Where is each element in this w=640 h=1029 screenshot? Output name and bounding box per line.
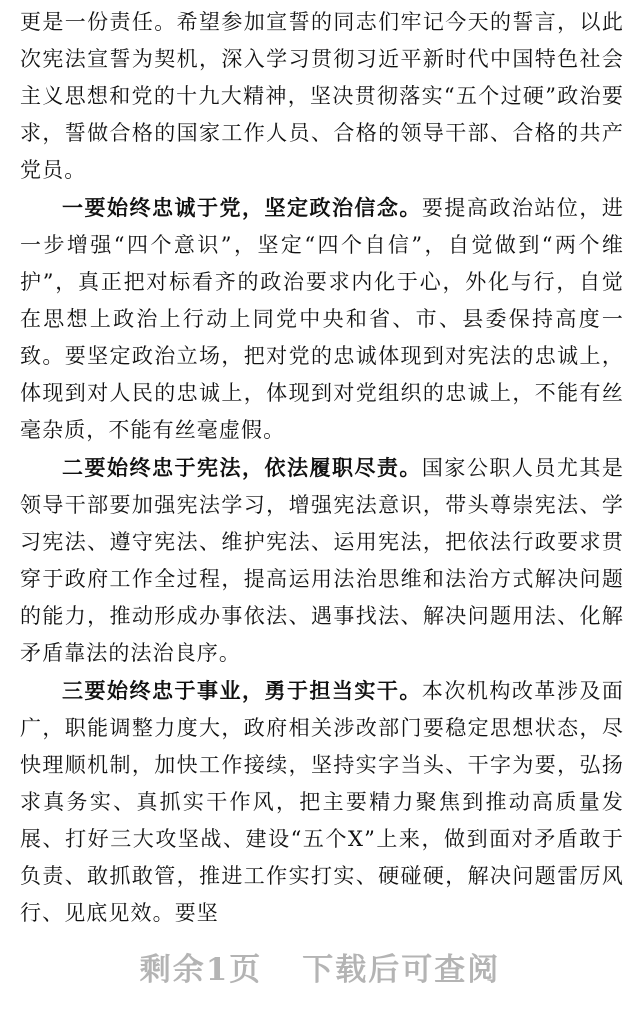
download-notice[interactable]	[0, 944, 640, 990]
section-paragraph-2	[20, 449, 624, 672]
section-heading-3: 三要始终忠于事业，勇于担当实干。	[62, 678, 422, 703]
section-body-1: 要提高政治站位，进一步增强“四个意识”，坚定“四个自信”，自觉做到“两个维护”，真正把对标看齐的政治要求内化于心，外化与行，自觉在思想上政治上行动上同党中央和省、市、县委保持高度一致。要坚定政治立场，把对党的忠诚体现到对宪法的忠诚上，体现到对人民的忠诚上，体现到对党组织的忠诚上，不能有丝毫杂质，不能有丝毫虚假。	[20, 196, 624, 442]
download-prompt-text[interactable]: 下载后可查阅	[302, 952, 501, 988]
section-body-3: 本次机构改革涉及面广，职能调整力度大，政府相关涉改部门要稳定思想状态，尽快理顺机制，加快工作接续，坚持实字当头、干字为要，弘扬求真务实、真抓实干作风，把主要精力聚焦到推动高质量发展、打好三大攻坚战、建设“五个X”上来，做到面对矛盾敢于负责、敢抓敢管，推进工作实打实、硬碰硬，解决问题雷厉风行、见底见效。要坚	[20, 679, 624, 925]
section-body-2: 国家公职人员尤其是领导干部要加强宪法学习，增强宪法意识，带头尊崇宪法、学习宪法、遵守宪法、维护宪法、运用宪法，把依法行政要求贯穿于政府工作全过程，提高运用法治思维和法治方式解决问题的能力，推动形成办事依法、遇事找法、解决问题用法、化解矛盾靠法的法治良序。	[20, 456, 624, 665]
intro-text: 更是一份责任。希望参加宣誓的同志们牢记今天的誓言，以此次宪法宣誓为契机，深入学习贯彻习近平新时代中国特色社会主义思想和党的十九大精神，坚决贯彻落实“五个过硬”政治要求，誓做合格的国家工作人员、合格的领导干部、合格的共产党员。	[20, 10, 624, 182]
section-paragraph-1	[20, 189, 624, 449]
section-heading-1: 一要始终忠诚于党，坚定政治信念。	[62, 195, 422, 220]
intro-paragraph	[20, 4, 624, 189]
section-paragraph-3	[20, 672, 624, 932]
section-heading-2: 二要始终忠于宪法，依法履职尽责。	[62, 455, 422, 480]
document-body	[20, 4, 624, 932]
remaining-pages-text: 剩余1页	[139, 952, 263, 988]
